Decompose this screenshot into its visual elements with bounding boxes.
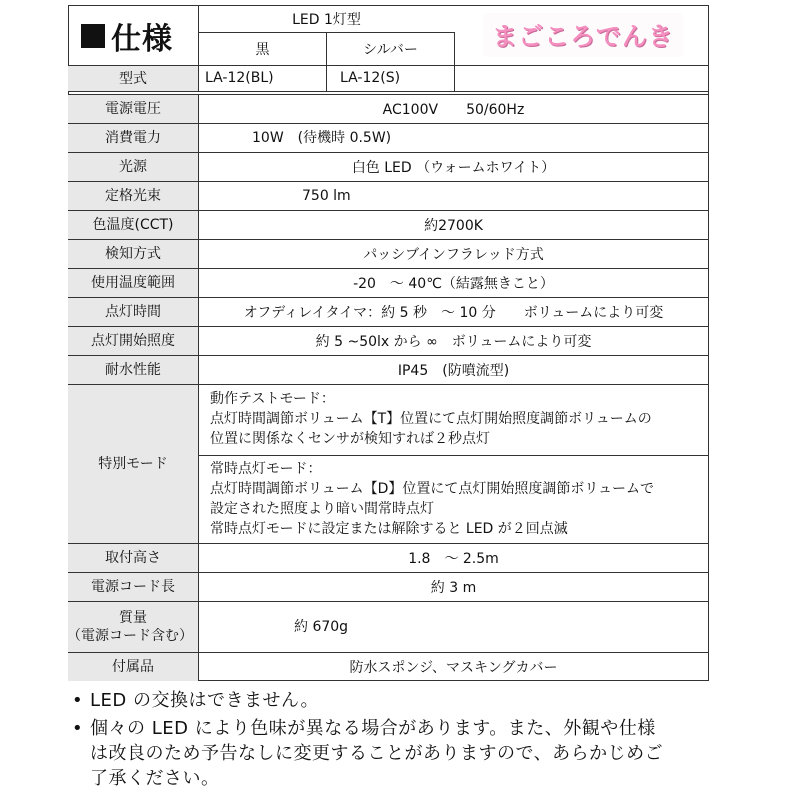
title-block xyxy=(69,6,198,65)
spec-value-temp-range: -20 ～ 40℃（結露無きこと） xyxy=(353,276,554,292)
spec-label-mount-height: 取付高さ xyxy=(68,544,198,572)
spec-label-luminous-flux: 定格光束 xyxy=(68,182,198,210)
weight-label-line-1: 質量 xyxy=(119,610,147,626)
product-line-label: LED 1灯型 xyxy=(292,12,361,28)
model-label: 型式 xyxy=(68,66,198,91)
spec-value-start-illuminance: 約 5 ~50lx から ∞ ボリュームにより可変 xyxy=(315,334,592,350)
spec-value-light-source: 白色 LED （ウォームホワイト） xyxy=(351,160,556,176)
color-black-label: 黒 xyxy=(255,42,270,58)
bullet: • xyxy=(72,718,84,739)
page-title: 仕様 xyxy=(111,21,173,57)
note-1 xyxy=(72,688,319,713)
note-1-text: LED の交換はできません。 xyxy=(90,690,320,711)
spec-value-weight: 約 670g xyxy=(294,619,349,635)
constant-mode-line-3: 設定された照度より暗い間常時点灯 xyxy=(210,501,434,517)
brand-logo xyxy=(483,13,683,57)
spec-label-voltage: 電源電圧 xyxy=(68,95,198,123)
spec-label-color-temp: 色温度(CCT) xyxy=(68,211,198,239)
weight-label-line-2: （電源コード含む） xyxy=(67,628,193,644)
spec-label-special-mode: 特別モード xyxy=(68,385,198,543)
spec-label-lighting-time: 点灯時間 xyxy=(68,298,198,326)
brand-logo-text: まごころでんき xyxy=(492,22,674,51)
bullet: • xyxy=(72,690,84,711)
test-mode-line-1: 動作テストモード： xyxy=(210,391,335,407)
spec-label-power: 消費電力 xyxy=(68,124,198,152)
note-2-line-1: 個々の LED により色味が異なる場合があります。また、外観や仕様 xyxy=(90,718,656,739)
color-silver-label: シルバー xyxy=(363,42,418,58)
spec-label-light-source: 光源 xyxy=(68,153,198,181)
spec-value-cord-length: 約 3 m xyxy=(430,580,477,596)
spec-value-accessories: 防水スポンジ、マスキングカバー xyxy=(349,660,558,676)
spec-value-voltage: AC100V 50/60Hz xyxy=(382,102,525,118)
spec-label-water-resistance: 耐水性能 xyxy=(68,356,198,384)
spec-label-temp-range: 使用温度範囲 xyxy=(68,269,198,297)
spec-label-weight xyxy=(68,602,198,652)
spec-value-water-resistance: IP45 (防噴流型) xyxy=(397,363,510,379)
note-2-line-2: は改良のため予告なしに変更することがありますので、あらかじめご xyxy=(90,743,664,764)
spec-value-lighting-time: オフディレイタイマ：約 5 秒 ～ 10 分 ボリュームにより可変 xyxy=(243,305,664,321)
spec-label-accessories: 付属品 xyxy=(68,653,198,681)
constant-mode-line-1: 常時点灯モード： xyxy=(210,461,322,477)
constant-mode-line-2: 点灯時間調節ボリューム【D】位置にて点灯開始照度調節ボリュームで xyxy=(210,481,654,497)
spec-value-mount-height: 1.8 ～ 2.5m xyxy=(408,551,499,567)
spec-value-detection: パッシブインフラレッド方式 xyxy=(363,247,544,263)
constant-mode-line-4: 常時点灯モードに設定または解除すると LED が２回点滅 xyxy=(210,521,568,537)
spec-label-detection: 検知方式 xyxy=(68,240,198,268)
model-silver: LA-12(S) xyxy=(340,70,401,86)
test-mode-line-2: 点灯時間調節ボリューム【T】位置にて点灯開始照度調節ボリュームの xyxy=(210,411,652,427)
spec-label-start-illuminance: 点灯開始照度 xyxy=(68,327,198,355)
spec-label-cord-length: 電源コード長 xyxy=(68,573,198,601)
note-2-line-3: 了承ください。 xyxy=(90,768,220,789)
spec-value-luminous-flux: 750 lm xyxy=(302,188,351,204)
spec-value-power: 10W (待機時 0.5W) xyxy=(252,130,392,146)
note-2 xyxy=(72,716,656,741)
model-black: LA-12(BL) xyxy=(205,70,274,86)
black-square-icon xyxy=(81,24,105,48)
test-mode-line-3: 位置に関係なくセンサが検知すれば２秒点灯 xyxy=(210,431,490,447)
spec-value-color-temp: 約2700K xyxy=(424,218,483,234)
